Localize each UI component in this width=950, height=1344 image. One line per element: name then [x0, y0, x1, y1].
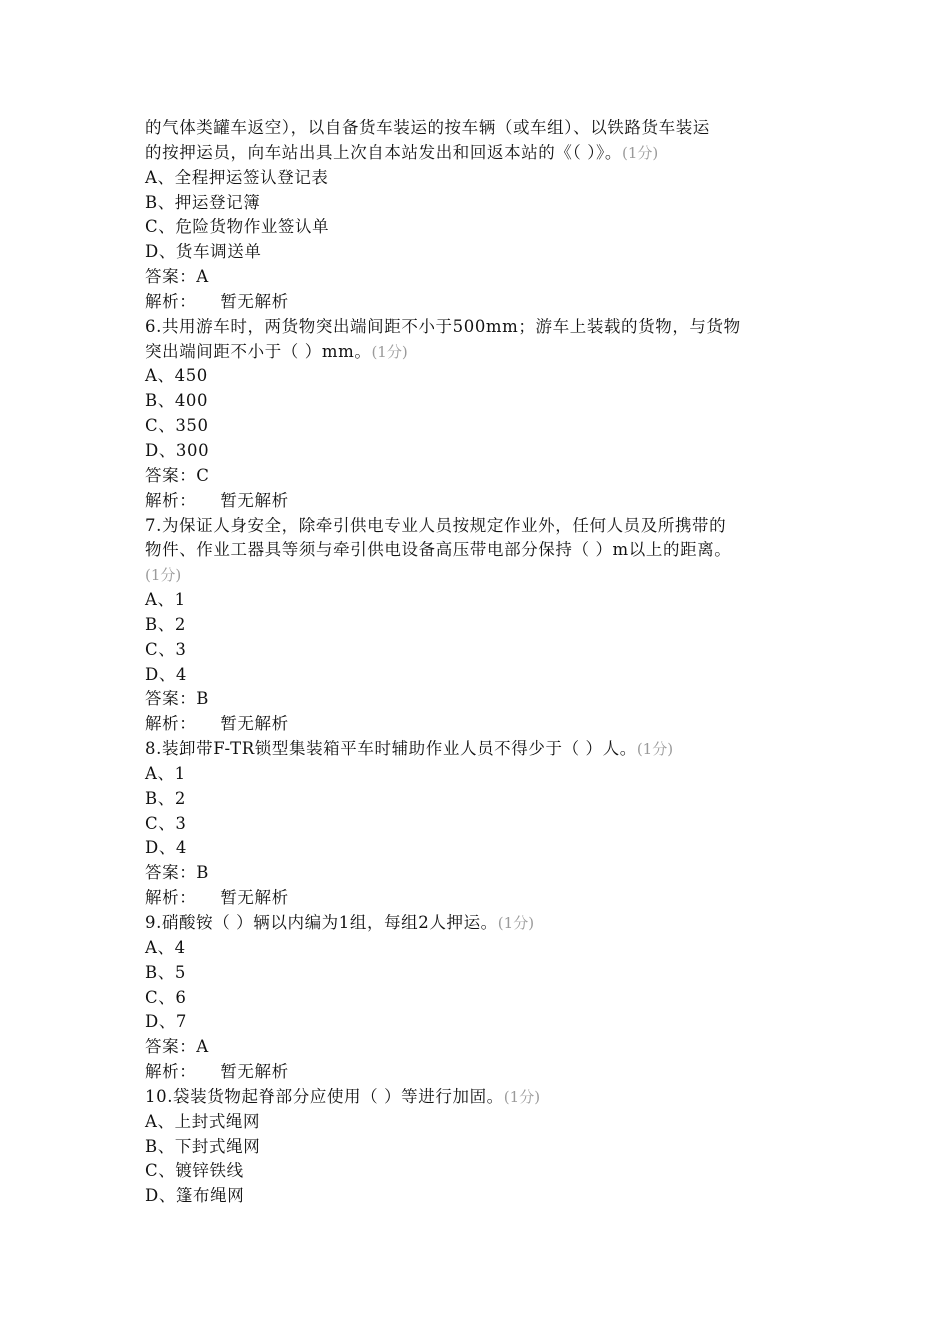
question-7-text-line-2: 物件、作业工器具等须与牵引供电设备高压带电部分保持（ ）m以上的距离。 — [145, 540, 732, 560]
question-10-option-c: C、镀锌铁线 — [145, 1161, 244, 1181]
exam-page — [145, 116, 815, 1209]
analysis-text: 暂无解析 — [220, 1062, 289, 1082]
question-5-option-b: B、押运登记簿 — [145, 192, 261, 212]
question-7-option-b: B、2 — [145, 614, 186, 634]
question-10-text-line — [145, 1085, 815, 1110]
question-8-text: 8.装卸带F-TR锁型集装箱平车时辅助作业人员不得少于（ ）人。 — [145, 739, 637, 759]
question-9-option-b: B、5 — [145, 962, 186, 982]
question-10-text: 10.袋装货物起脊部分应使用（ ）等进行加固。 — [145, 1086, 504, 1106]
question-5-option-d: D、货车调送单 — [145, 242, 262, 262]
question-7-score-line — [145, 563, 815, 588]
question-8-option-b: B、2 — [145, 788, 186, 808]
analysis-text: 暂无解析 — [220, 490, 289, 510]
question-5-analysis — [145, 290, 815, 315]
question-9-answer: 答案：A — [145, 1037, 209, 1057]
question-5-option-c: C、危险货物作业签认单 — [145, 217, 330, 237]
question-7-option-c: C、3 — [145, 639, 187, 659]
question-10-option-a: A、上封式绳网 — [145, 1111, 261, 1131]
analysis-text: 暂无解析 — [220, 291, 289, 311]
question-10-option-b: B、下封式绳网 — [145, 1136, 261, 1156]
question-5-score: (1分) — [622, 143, 659, 162]
question-7-option-a: A、1 — [145, 590, 186, 610]
question-5-text-line-1: 的气体类罐车返空），以自备货车装运的按车辆（或车组）、以铁路货车装运 — [145, 118, 710, 137]
question-5-answer: 答案：A — [145, 267, 209, 287]
analysis-label: 解析： — [145, 490, 197, 510]
question-6-analysis — [145, 489, 815, 514]
question-9-text: 9.硝酸铵（ ）辆以内编为1组，每组2人押运。 — [145, 913, 498, 932]
analysis-label: 解析： — [145, 888, 197, 908]
question-9-option-a: A、4 — [145, 937, 186, 957]
question-9-option-c: C、6 — [145, 987, 187, 1007]
question-5-text-line-2 — [145, 141, 815, 166]
analysis-text: 暂无解析 — [220, 714, 289, 734]
analysis-text: 暂无解析 — [220, 888, 289, 908]
question-10-option-d: D、篷布绳网 — [145, 1186, 245, 1206]
question-8-option-a: A、1 — [145, 763, 186, 783]
analysis-label: 解析： — [145, 714, 197, 734]
analysis-label: 解析： — [145, 291, 197, 311]
question-6-option-b: B、400 — [145, 391, 209, 411]
question-7-text-line-1: 7.为保证人身安全，除牵引供电专业人员按规定作业外，任何人员及所携带的 — [145, 515, 727, 535]
question-6-text-line-2 — [145, 340, 815, 365]
question-10-score: (1分) — [503, 1087, 541, 1106]
question-6-text-line-1: 6.共用游车时，两货物突出端间距不小于500mm；游车上装载的货物，与货物 — [145, 316, 741, 336]
question-9-option-d: D、7 — [145, 1012, 188, 1032]
question-9-text-line — [145, 911, 815, 936]
question-5-option-a: A、全程押运签认登记表 — [145, 167, 329, 187]
question-8-score: (1分) — [636, 740, 674, 759]
question-7-analysis — [145, 712, 815, 737]
question-6-option-a: A、450 — [145, 366, 208, 386]
question-6-text: 突出端间距不小于（ ）mm。 — [145, 341, 372, 361]
question-6-score: (1分) — [371, 342, 408, 361]
question-7-option-d: D、4 — [145, 664, 188, 684]
question-8-option-c: C、3 — [145, 813, 187, 833]
question-8-text-line — [145, 737, 815, 762]
question-8-option-d: D、4 — [145, 838, 188, 858]
question-6-option-d: D、300 — [145, 440, 210, 460]
question-6-answer: 答案：C — [145, 465, 210, 485]
question-5-text: 的按押运员，向车站出具上次自本站发出和回返本站的《（ ）》。 — [145, 142, 622, 162]
question-7-score: (1分) — [145, 566, 182, 585]
question-9-analysis — [145, 1060, 815, 1085]
question-8-answer: 答案：B — [145, 863, 210, 883]
question-6-option-c: C、350 — [145, 416, 209, 436]
analysis-label: 解析： — [145, 1062, 197, 1082]
question-8-analysis — [145, 886, 815, 911]
question-9-score: (1分) — [497, 914, 535, 932]
question-7-answer: 答案：B — [145, 689, 210, 709]
